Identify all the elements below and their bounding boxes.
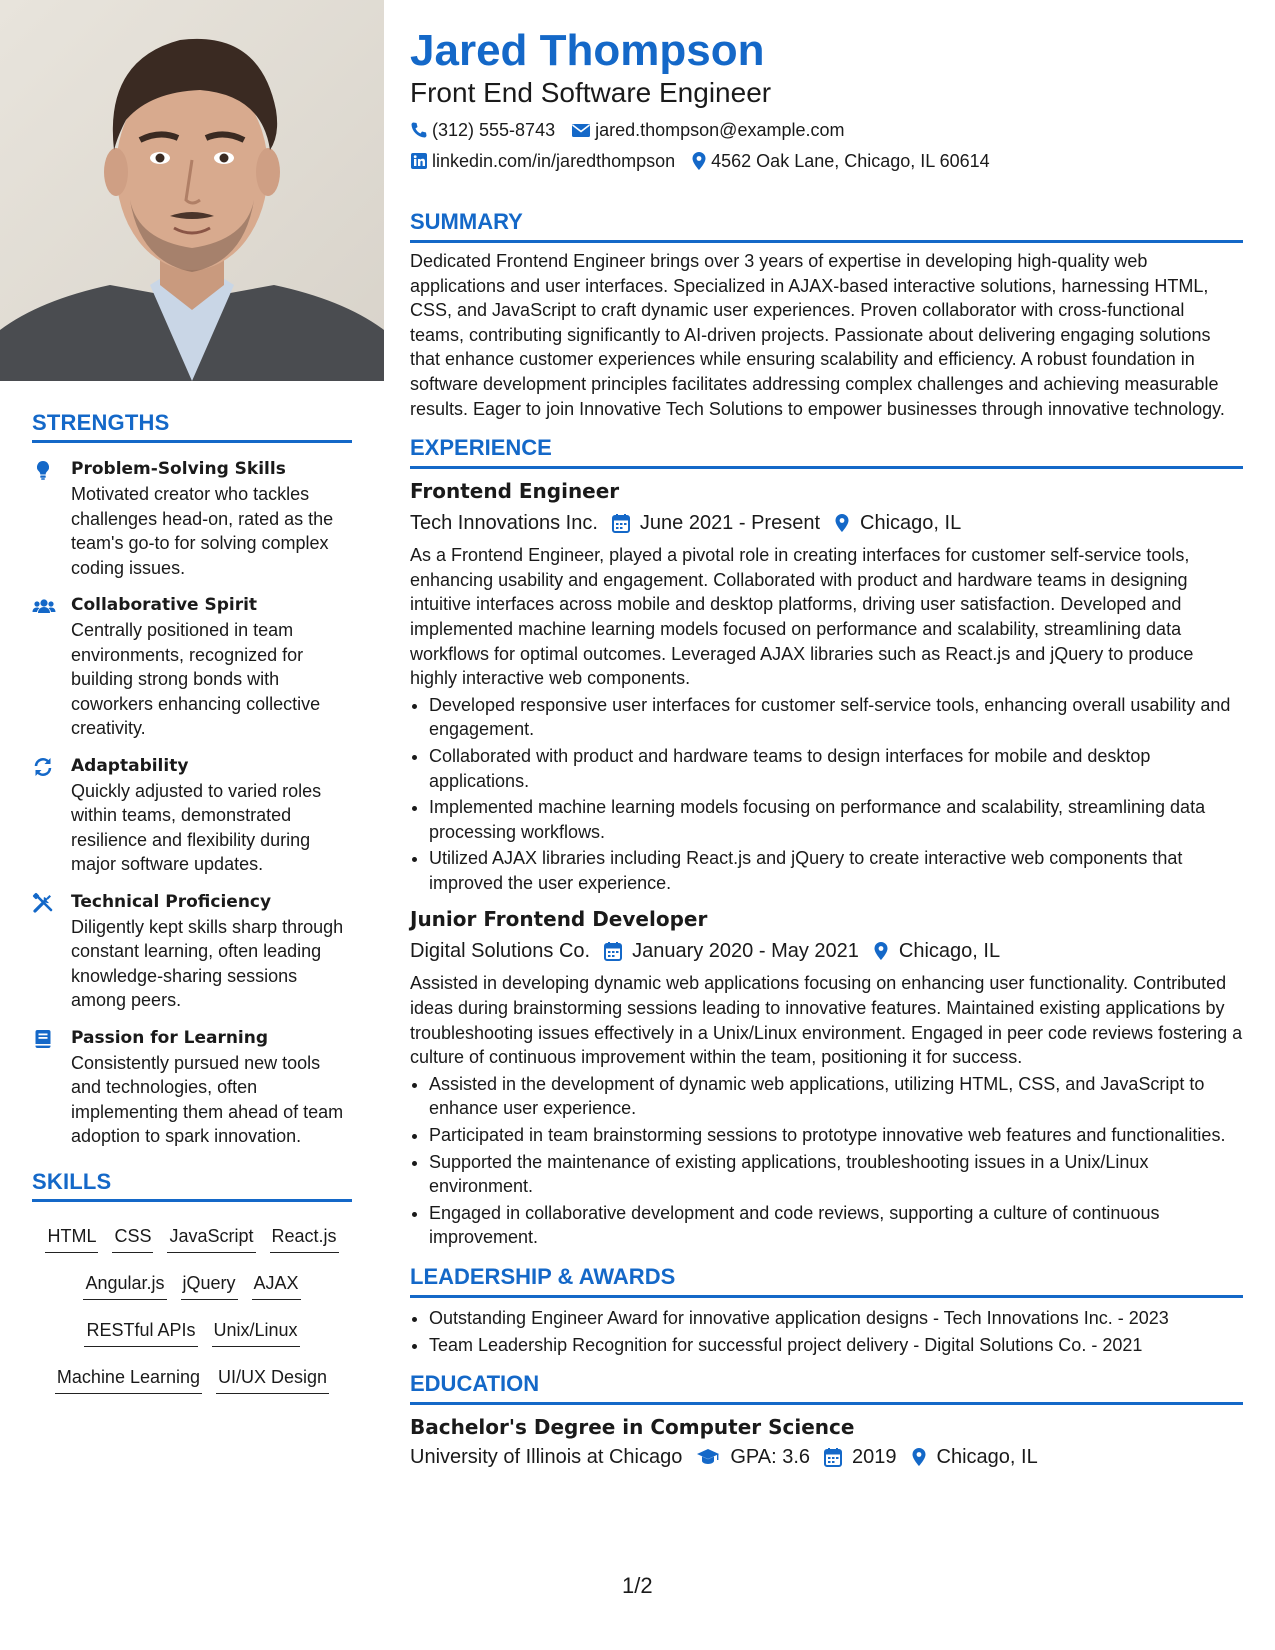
skill-tag: CSS bbox=[112, 1224, 153, 1253]
strength-desc: Consistently pursued new tools and technologies, often implementing them ahead of team adoption to spark innovation. bbox=[71, 1052, 344, 1146]
job-bullets bbox=[410, 693, 1243, 896]
skill-tag: UI/UX Design bbox=[216, 1365, 329, 1394]
linkedin-icon bbox=[410, 152, 428, 170]
awards-list bbox=[410, 1306, 1243, 1357]
strength-item bbox=[32, 890, 352, 1013]
education-title: EDUCATION bbox=[410, 1371, 540, 1397]
skill-tag: Angular.js bbox=[83, 1271, 166, 1300]
degree-title: Bachelor's Degree in Computer Science bbox=[410, 1415, 855, 1440]
location-text: Chicago, IL bbox=[936, 1446, 1038, 1469]
contact-row-2 bbox=[410, 150, 1243, 172]
job-bullet: • Supported the maintenance of existing applications, troubleshooting issues in a Unix/Linux environment. bbox=[429, 1150, 1243, 1199]
contact-row bbox=[410, 119, 1243, 141]
phone-icon bbox=[410, 121, 428, 139]
map-pin-icon bbox=[691, 151, 707, 171]
sidebar bbox=[0, 0, 384, 1650]
graduation-year bbox=[824, 1443, 897, 1471]
graduation-cap-icon bbox=[696, 1448, 720, 1466]
envelope-icon bbox=[571, 122, 591, 138]
strength-title: Collaborative Spirit bbox=[71, 595, 258, 615]
skill-tag: HTML bbox=[45, 1224, 98, 1253]
sidebar-content bbox=[32, 410, 352, 1404]
strength-title: Adaptability bbox=[71, 755, 189, 776]
dates-text: June 2021 - Present bbox=[639, 512, 821, 535]
leadership-section bbox=[410, 1264, 1243, 1357]
strength-item bbox=[32, 1026, 352, 1149]
school-text: University of Illinois at Chicago bbox=[410, 1446, 683, 1469]
page-number: 1/2 bbox=[622, 1573, 653, 1598]
award-item: • Outstanding Engineer Award for innovative application designs - Tech Innovations Inc. - 2023 bbox=[429, 1306, 1243, 1331]
profile-photo bbox=[0, 0, 384, 381]
linkedin-text: linkedin.com/in/jaredthompson bbox=[432, 151, 676, 171]
experience-rule bbox=[410, 466, 1243, 469]
strengths-rule bbox=[32, 440, 352, 443]
strength-title: Passion for Learning bbox=[71, 1027, 269, 1048]
candidate-role: Front End Software Engineer bbox=[410, 77, 772, 108]
year-text: 2019 bbox=[852, 1446, 897, 1469]
job-dates bbox=[604, 937, 859, 965]
job-bullet: • Collaborated with product and hardware teams to design interfaces for mobile and desktop applications. bbox=[429, 744, 1243, 793]
location-text: Chicago, IL bbox=[898, 940, 1001, 963]
tools-icon bbox=[32, 892, 54, 914]
education-section bbox=[410, 1371, 1243, 1471]
strength-desc: Quickly adjusted to varied roles within teams, demonstrated resilience and flexibility during major software updates. bbox=[71, 780, 322, 874]
summary-title: SUMMARY bbox=[410, 209, 523, 234]
strengths-list bbox=[32, 457, 352, 1149]
strength-desc: Centrally positioned in team environments, recognized for building strong bonds with coworkers enhancing collective creativity. bbox=[71, 620, 321, 738]
job-location bbox=[834, 509, 961, 537]
leadership-rule bbox=[410, 1295, 1243, 1298]
gpa-text: GPA: 3.6 bbox=[730, 1446, 811, 1469]
education-location bbox=[911, 1443, 1038, 1471]
job-bullet: • Developed responsive user interfaces for customer self-service tools, enhancing overall usability and engagement. bbox=[429, 693, 1243, 742]
sync-icon bbox=[32, 756, 54, 778]
job-bullet: • Participated in team brainstorming sessions to prototype innovative web features and functionalities. bbox=[429, 1123, 1243, 1148]
job-bullets bbox=[410, 1072, 1243, 1250]
company-text: Tech Innovations Inc. bbox=[410, 512, 598, 535]
job-bullet: • Engaged in collaborative development and code reviews, supporting a culture of continuous improvement. bbox=[429, 1201, 1243, 1250]
summary-section bbox=[410, 209, 1243, 421]
phone-text: (312) 555-8743 bbox=[432, 120, 556, 140]
job-description: Assisted in developing dynamic web applications focusing on enhancing user functionality. Contributed ideas during brainstorming sessions leading to innovative features. Maintained existing applications by troubleshooting issues effectively in a Unix/Linux environment. Engaged in peer code reviews fostering a culture of continuous improvement within the team, positioning it for success. bbox=[410, 973, 1243, 1068]
calendar-icon bbox=[612, 513, 630, 533]
strength-desc: Motivated creator who tackles challenges head-on, rated as the team's go-to for solving complex coding issues. bbox=[71, 484, 334, 578]
education-rule bbox=[410, 1402, 1243, 1405]
job-meta bbox=[410, 937, 1243, 965]
job-bullet: • Utilized AJAX libraries including React.js and jQuery to create interactive web components that improved the user experience. bbox=[429, 846, 1243, 895]
strength-item bbox=[32, 593, 352, 741]
job-title: Junior Frontend Developer bbox=[410, 907, 708, 932]
strength-title: Technical Proficiency bbox=[71, 891, 272, 912]
skill-tag: jQuery bbox=[181, 1271, 238, 1300]
job-company bbox=[410, 509, 598, 537]
job-entry bbox=[410, 905, 1243, 1250]
strength-item bbox=[32, 754, 352, 877]
strength-desc: Diligently kept skills sharp through constant learning, often leading knowledge-sharing sessions among peers. bbox=[71, 916, 344, 1010]
award-item: • Team Leadership Recognition for successful project delivery - Digital Solutions Co. - 2021 bbox=[429, 1333, 1243, 1358]
company-text: Digital Solutions Co. bbox=[410, 940, 591, 963]
map-pin-icon bbox=[873, 941, 889, 961]
experience-section bbox=[410, 435, 1243, 1250]
experience-title: EXPERIENCE bbox=[410, 435, 552, 461]
job-entry bbox=[410, 477, 1243, 895]
education-meta bbox=[410, 1443, 1243, 1471]
address-text: 4562 Oak Lane, Chicago, IL 60614 bbox=[711, 151, 990, 171]
job-bullet: • Assisted in the development of dynamic web applications, utilizing HTML, CSS, and JavaScript to enhance user experience. bbox=[429, 1072, 1243, 1121]
skills-list bbox=[32, 1216, 352, 1404]
lightbulb-icon bbox=[32, 459, 54, 481]
job-company bbox=[410, 937, 590, 965]
gpa bbox=[696, 1443, 810, 1471]
school-name bbox=[410, 1443, 682, 1471]
job-description: As a Frontend Engineer, played a pivotal role in creating interfaces for customer self-service tools, enhancing usability and engagement. Collaborated with product and hardware teams in designing intuitive interfaces across mobile and desktop platforms, driving user satisfaction. Developed and implemented machine learning models focused on performance and scalability, streamlining data workflows for optimal outcomes. Leveraged AJAX libraries such as React.js and jQuery to produce highly interactive web components. bbox=[410, 545, 1194, 689]
dates-text: January 2020 - May 2021 bbox=[632, 940, 859, 963]
skill-tag: AJAX bbox=[252, 1271, 301, 1300]
job-bullet: • Implemented machine learning models focusing on performance and scalability, streamlining data processing workflows. bbox=[429, 795, 1243, 844]
strength-title: Problem-Solving Skills bbox=[71, 459, 286, 479]
summary-rule bbox=[410, 240, 1243, 243]
users-icon bbox=[32, 595, 54, 617]
book-icon bbox=[32, 1028, 54, 1050]
leadership-title: LEADERSHIP & AWARDS bbox=[410, 1264, 676, 1289]
email-text: jared.thompson@example.com bbox=[595, 120, 845, 140]
skill-tag: React.js bbox=[270, 1224, 339, 1253]
skill-tag: Unix/Linux bbox=[212, 1318, 300, 1347]
skill-tag: JavaScript bbox=[167, 1224, 255, 1253]
map-pin-icon bbox=[911, 1447, 927, 1467]
phone-contact[interactable] bbox=[410, 119, 555, 141]
job-meta bbox=[410, 509, 1243, 537]
location-text: Chicago, IL bbox=[860, 512, 962, 535]
skill-tag: RESTful APIs bbox=[84, 1318, 197, 1347]
job-dates bbox=[612, 509, 820, 537]
strength-item bbox=[32, 457, 352, 580]
candidate-name: Jared Thompson bbox=[410, 26, 765, 75]
linkedin-contact[interactable] bbox=[410, 150, 675, 172]
email-contact[interactable] bbox=[571, 119, 844, 141]
job-location bbox=[873, 937, 1000, 965]
main-content bbox=[410, 26, 1243, 1471]
map-pin-icon bbox=[834, 513, 850, 533]
skill-tag: Machine Learning bbox=[55, 1365, 202, 1394]
address-contact bbox=[691, 150, 990, 172]
strengths-title: STRENGTHS bbox=[32, 410, 170, 435]
calendar-icon bbox=[604, 941, 622, 961]
job-title: Frontend Engineer bbox=[410, 479, 620, 504]
skills-rule bbox=[32, 1199, 352, 1202]
skills-title: SKILLS bbox=[32, 1168, 112, 1194]
calendar-icon bbox=[824, 1447, 842, 1467]
summary-text: Dedicated Frontend Engineer brings over 3 years of expertise in developing high-quality web applications and user interfaces. Specialized in AJAX-based interactive solutions, harnessing HTML, CSS, and JavaScript to craft dynamic user experiences. Proven collaborator with cross-functional teams, contributing significantly to AI-driven projects. Passionate about delivering engaging solutions that enhance customer experiences while ensuring scalability and efficiency. A robust foundation in software development principles facilitates addressing complex challenges and achieving measurable results. Eager to join Innovative Tech Solutions to empower businesses through innovative technology. bbox=[410, 251, 1225, 419]
